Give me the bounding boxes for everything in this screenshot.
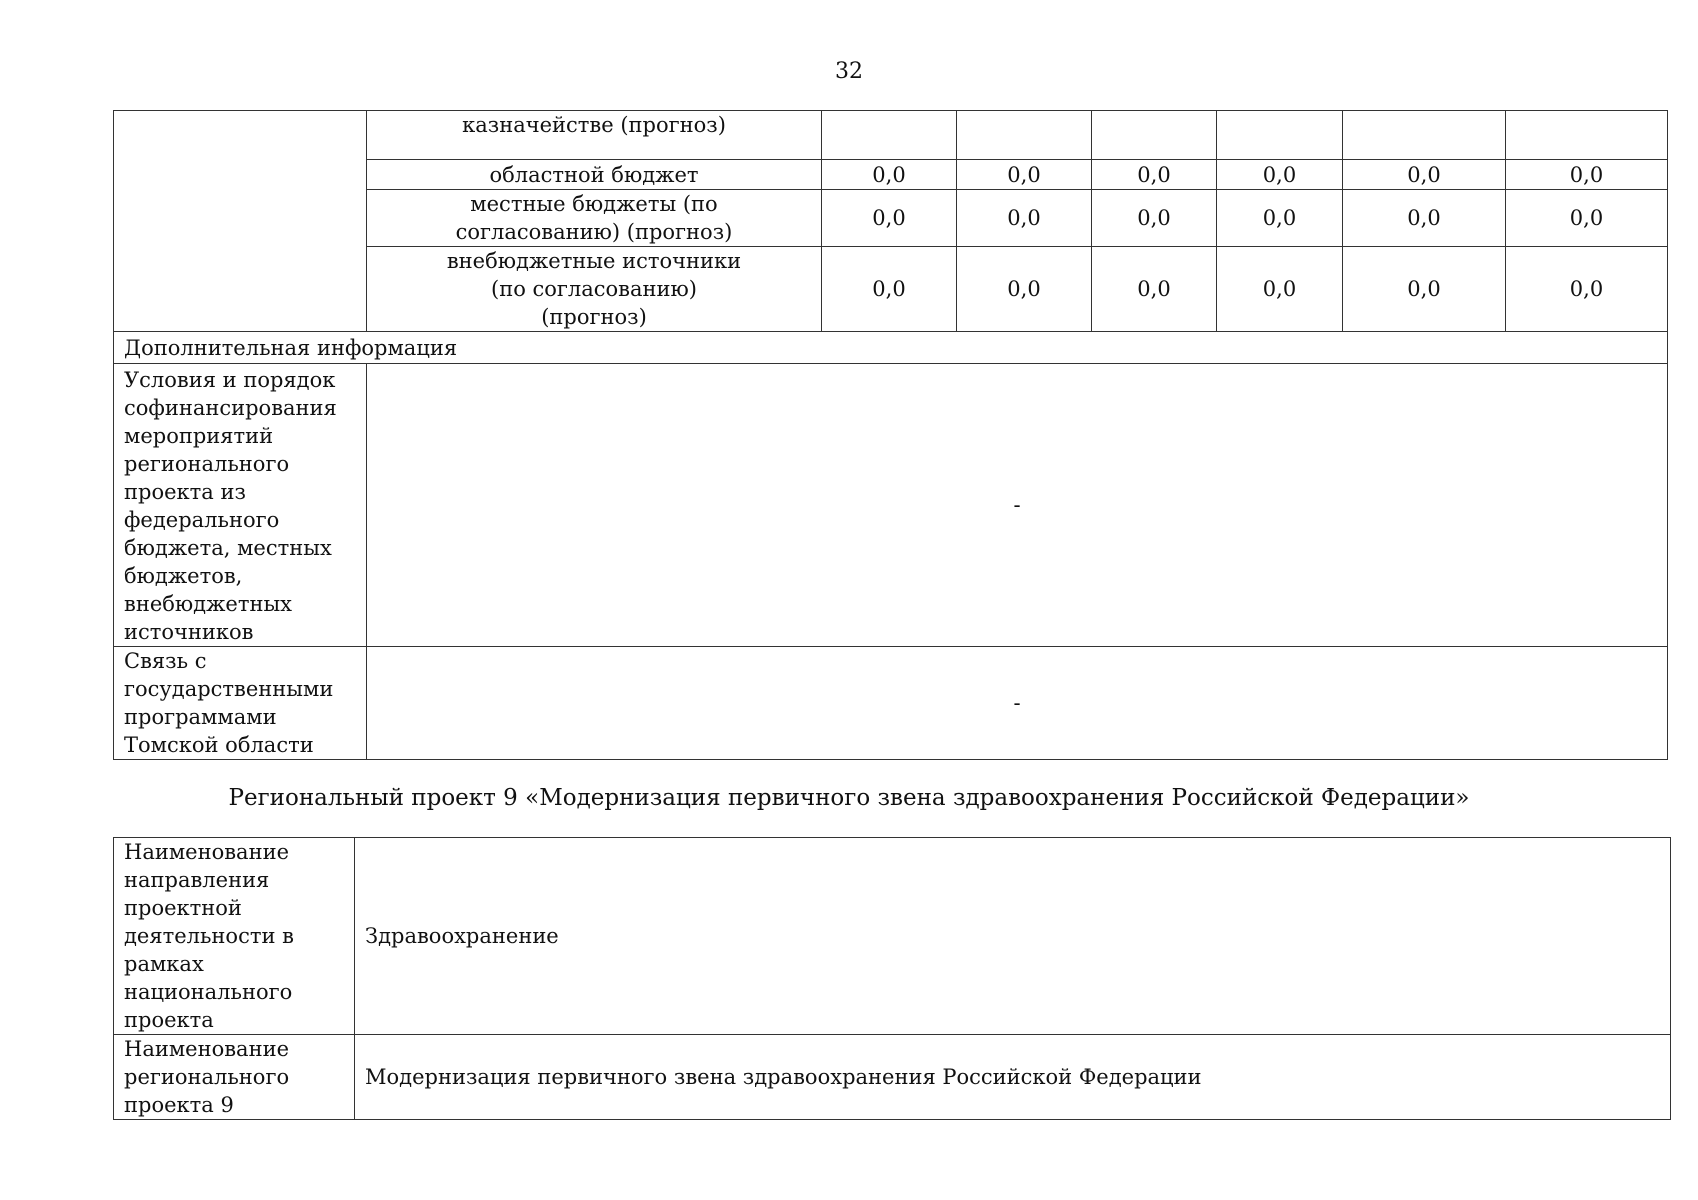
finance-table xyxy=(113,110,1668,760)
programs-value: - xyxy=(367,647,1668,760)
section-title: Региональный проект 9 «Модернизация первичного звена здравоохранения Российской Федерации» xyxy=(228,785,1470,811)
value-cell: 0,0 xyxy=(957,160,1092,190)
value-cell: 0,0 xyxy=(1506,247,1668,332)
value-cell xyxy=(1092,111,1217,160)
table-row xyxy=(114,332,1668,364)
value-cell: 0,0 xyxy=(957,247,1092,332)
value-cell: 0,0 xyxy=(1217,247,1343,332)
project-name-value: Модернизация первичного звена здравоохранения Российской Федерации xyxy=(355,1035,1671,1120)
value-cell: 0,0 xyxy=(1092,190,1217,247)
value-cell: 0,0 xyxy=(1343,160,1506,190)
project-table xyxy=(113,837,1671,1120)
cofinancing-value: - xyxy=(367,364,1668,647)
programs-label: Связь с государственными программами Томской области xyxy=(114,647,367,760)
cofinancing-label: Условия и порядок софинансирования мероприятий регионального проекта из федерального бюджета, местных бюджетов, внебюджетных источников xyxy=(114,364,367,647)
value-cell: 0,0 xyxy=(957,190,1092,247)
empty-cell xyxy=(114,111,367,332)
table-row xyxy=(114,111,1668,160)
value-cell xyxy=(1506,111,1668,160)
table-row xyxy=(114,364,1668,647)
value-cell xyxy=(957,111,1092,160)
value-cell: 0,0 xyxy=(1343,247,1506,332)
value-cell: 0,0 xyxy=(822,247,957,332)
finance-source: внебюджетные источники (по согласованию) (прогноз) xyxy=(367,247,822,332)
value-cell: 0,0 xyxy=(1217,190,1343,247)
page-number: 32 xyxy=(835,59,863,84)
table-row xyxy=(114,1035,1671,1120)
finance-source: областной бюджет xyxy=(367,160,822,190)
value-cell xyxy=(1343,111,1506,160)
value-cell: 0,0 xyxy=(1217,160,1343,190)
value-cell: 0,0 xyxy=(1506,190,1668,247)
value-cell: 0,0 xyxy=(1092,160,1217,190)
value-cell xyxy=(1217,111,1343,160)
direction-value: Здравоохранение xyxy=(355,838,1671,1035)
direction-label: Наименование направления проектной деятельности в рамках национального проекта xyxy=(114,838,355,1035)
value-cell: 0,0 xyxy=(822,190,957,247)
value-cell: 0,0 xyxy=(822,160,957,190)
finance-source: местные бюджеты (по согласованию) (прогноз) xyxy=(367,190,822,247)
value-cell: 0,0 xyxy=(1506,160,1668,190)
table-row xyxy=(114,838,1671,1035)
value-cell: 0,0 xyxy=(1343,190,1506,247)
finance-source: казначействе (прогноз) xyxy=(367,111,822,160)
project-name-label: Наименование регионального проекта 9 xyxy=(114,1035,355,1120)
additional-info-header: Дополнительная информация xyxy=(114,332,1668,364)
table-row xyxy=(114,647,1668,760)
value-cell xyxy=(822,111,957,160)
value-cell: 0,0 xyxy=(1092,247,1217,332)
